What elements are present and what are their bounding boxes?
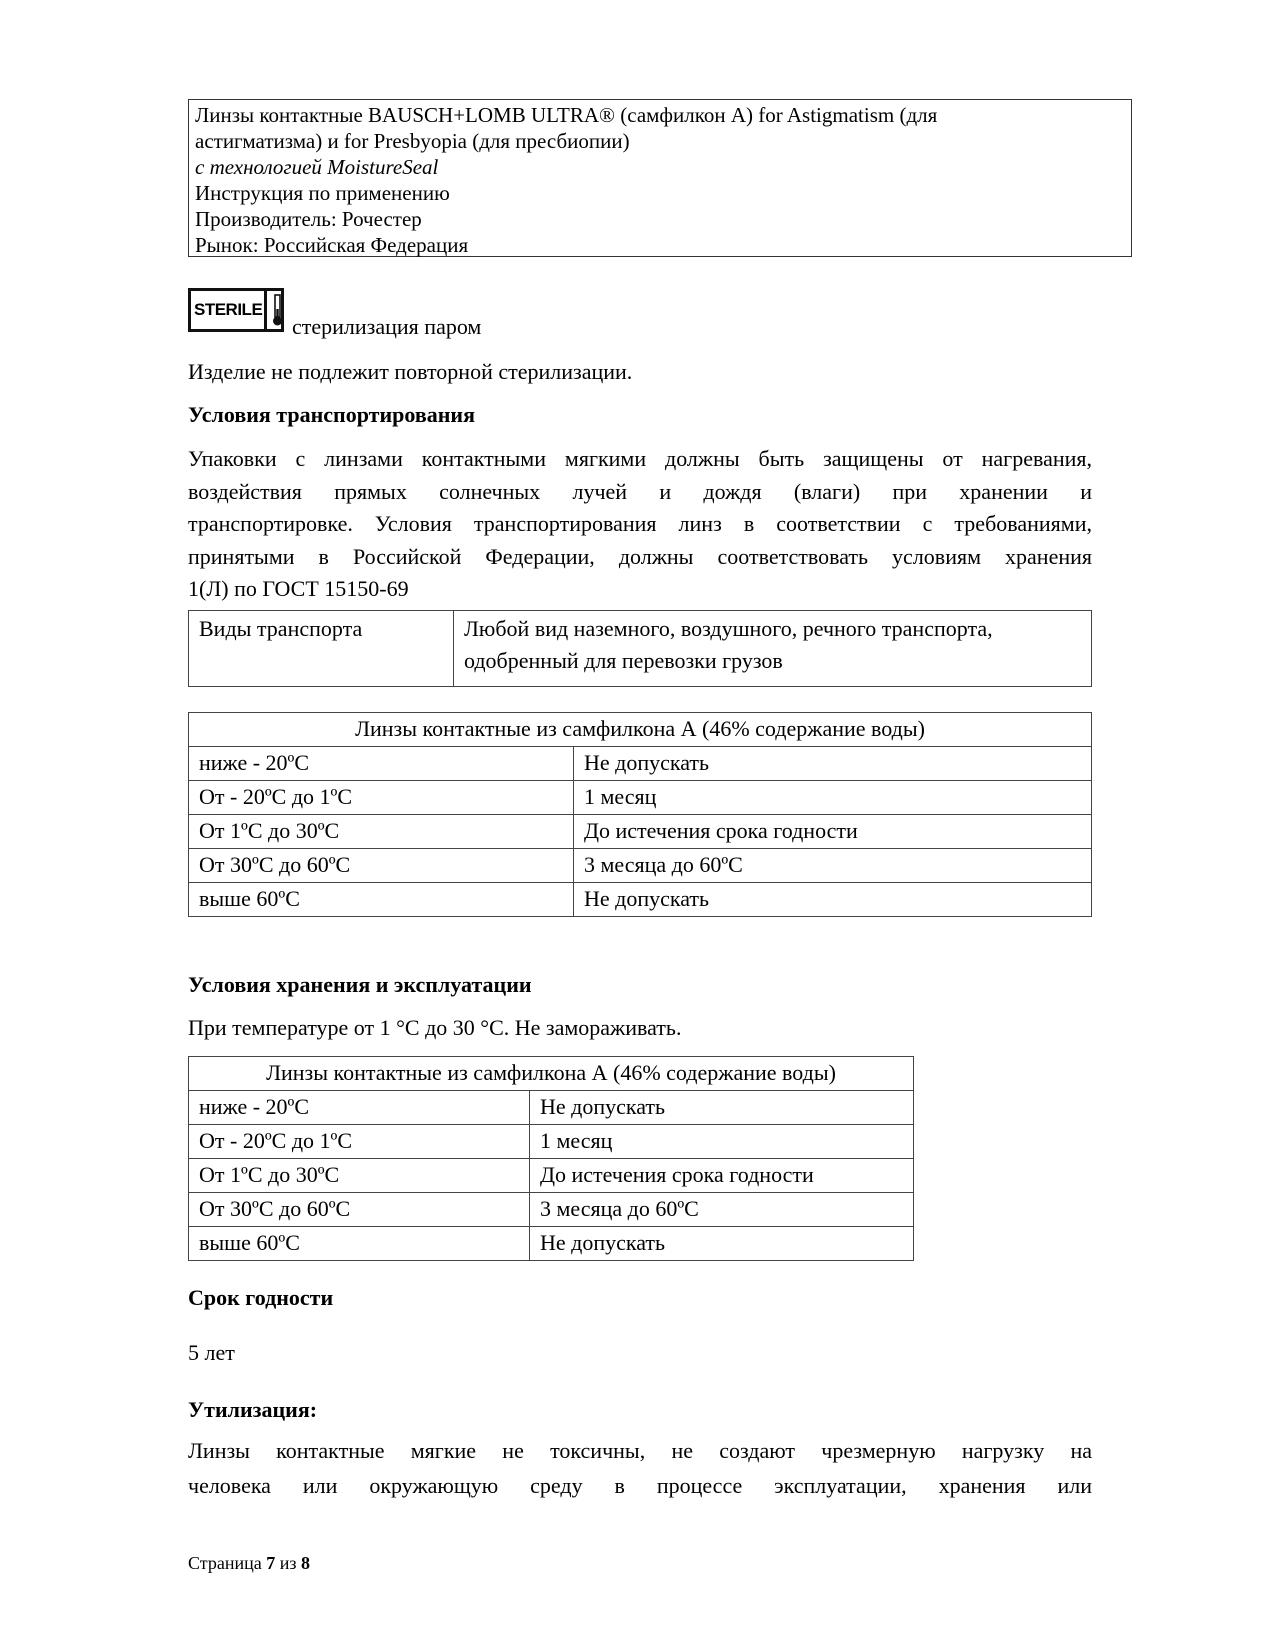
temp-value-cell: 1 месяц (574, 781, 1092, 815)
table-row (189, 1159, 914, 1193)
temp-value-cell: Не допускать (574, 883, 1092, 917)
header-line-product-cont: астигматизма) и for Presbyopia (для пресбиопии) (195, 129, 630, 153)
temp-value-cell: 1 месяц (530, 1125, 914, 1159)
temp-range-cell: ниже - 20ºС (189, 747, 574, 781)
table-header: Линзы контактные из самфилкона А (46% содержание воды) (189, 713, 1092, 747)
table-row (189, 849, 1092, 883)
header-line-manufacturer: Производитель: Рочестер (195, 207, 422, 231)
header-line-technology: с технологией MoistureSeal (195, 155, 439, 179)
sterile-caption: стерилизация паром (292, 314, 482, 339)
shelf-life-value: 5 лет (188, 1340, 235, 1365)
disposal-paragraph-line: Линзы контактные мягкие не токсичны, не создают чрезмерную нагрузку на (188, 1438, 1092, 1463)
footer-page-prefix: Страница (188, 1553, 262, 1573)
table-header-row (189, 1057, 914, 1091)
disposal-heading: Утилизация: (188, 1397, 318, 1422)
transport-paragraph (188, 443, 1092, 606)
transport-paragraph-line: 1(Л) по ГОСТ 15150-69 (188, 576, 409, 601)
temp-value-cell: Не допускать (530, 1091, 914, 1125)
transport-temperature-table (188, 712, 1092, 917)
transport-types-label: Виды транспорта (189, 611, 454, 687)
table-row (189, 883, 1092, 917)
temp-range-cell: От - 20ºС до 1ºС (189, 1125, 530, 1159)
temp-value-cell: Не допускать (530, 1227, 914, 1261)
header-line-product: Линзы контактные BAUSCH+LOMB ULTRA® (самфилкон A) for Astigmatism (для (195, 103, 938, 127)
table-row (189, 1193, 914, 1227)
shelf-life-heading: Срок годности (188, 1285, 334, 1310)
disposal-paragraph (188, 1433, 1092, 1503)
transport-heading: Условия транспортирования (188, 402, 475, 427)
table-row (189, 1091, 914, 1125)
transport-paragraph-line: Упаковки с линзами контактными мягкими должны быть защищены от нагревания, (188, 446, 1092, 471)
footer-current-page: 7 (266, 1553, 276, 1573)
storage-temperature-table (188, 1056, 914, 1261)
header-line-doc-type: Инструкция по применению (195, 181, 450, 205)
temp-value-cell: Не допускать (574, 747, 1092, 781)
footer-separator: из (279, 1553, 297, 1573)
table-row (189, 781, 1092, 815)
temp-range-cell: выше 60ºС (189, 1227, 530, 1261)
thermometer-icon (264, 291, 281, 329)
page-footer (188, 1553, 310, 1574)
disposal-paragraph-line: человека или окружающую среду в процессе эксплуатации, хранения или (188, 1473, 1092, 1498)
temp-value-cell: До истечения срока годности (574, 815, 1092, 849)
temp-range-cell: От 1ºС до 30ºС (189, 1159, 530, 1193)
transport-paragraph-line: принятыми в Российской Федерации, должны соответствовать условиям хранения (188, 543, 1092, 569)
storage-heading: Условия хранения и эксплуатации (188, 972, 532, 997)
temp-range-cell: От - 20ºС до 1ºС (189, 781, 574, 815)
header-line-market: Рынок: Российская Федерация (195, 233, 469, 257)
temp-value-cell: 3 месяца до 60ºС (574, 849, 1092, 883)
temp-value-cell: 3 месяца до 60ºС (530, 1193, 914, 1227)
temp-range-cell: От 30ºС до 60ºС (189, 849, 574, 883)
sterile-steam-thermometer-icon (188, 288, 284, 332)
transport-paragraph-line: воздействия прямых солнечных лучей и дождя (влаги) при хранении и (188, 478, 1092, 504)
transport-paragraph-line: транспортировке. Условия транспортирования линз в соответствии с требованиями, (188, 511, 1092, 536)
no-resterilize-note: Изделие не подлежит повторной стерилизации. (188, 359, 633, 384)
table-header: Линзы контактные из самфилкона А (46% содержание воды) (189, 1057, 914, 1091)
table-row (189, 1227, 914, 1261)
storage-text: При температуре от 1 °С до 30 °С. Не замораживать. (188, 1015, 682, 1040)
document-header-box (188, 99, 1132, 257)
temp-range-cell: выше 60ºС (189, 883, 574, 917)
transport-types-value: Любой вид наземного, воздушного, речного транспорта, одобренный для перевозки грузов (454, 611, 1092, 687)
table-row (189, 1125, 914, 1159)
footer-total-pages: 8 (300, 1553, 310, 1573)
temp-range-cell: От 1ºС до 30ºС (189, 815, 574, 849)
temp-value-cell: До истечения срока годности (530, 1159, 914, 1193)
temp-range-cell: От 30ºС до 60ºС (189, 1193, 530, 1227)
table-row (189, 611, 1092, 687)
sterile-icon-label: STERILE (194, 300, 263, 319)
transport-types-table (188, 610, 1092, 687)
temp-range-cell: ниже - 20ºС (189, 1091, 530, 1125)
table-row (189, 747, 1092, 781)
table-header-row (189, 713, 1092, 747)
table-row (189, 815, 1092, 849)
